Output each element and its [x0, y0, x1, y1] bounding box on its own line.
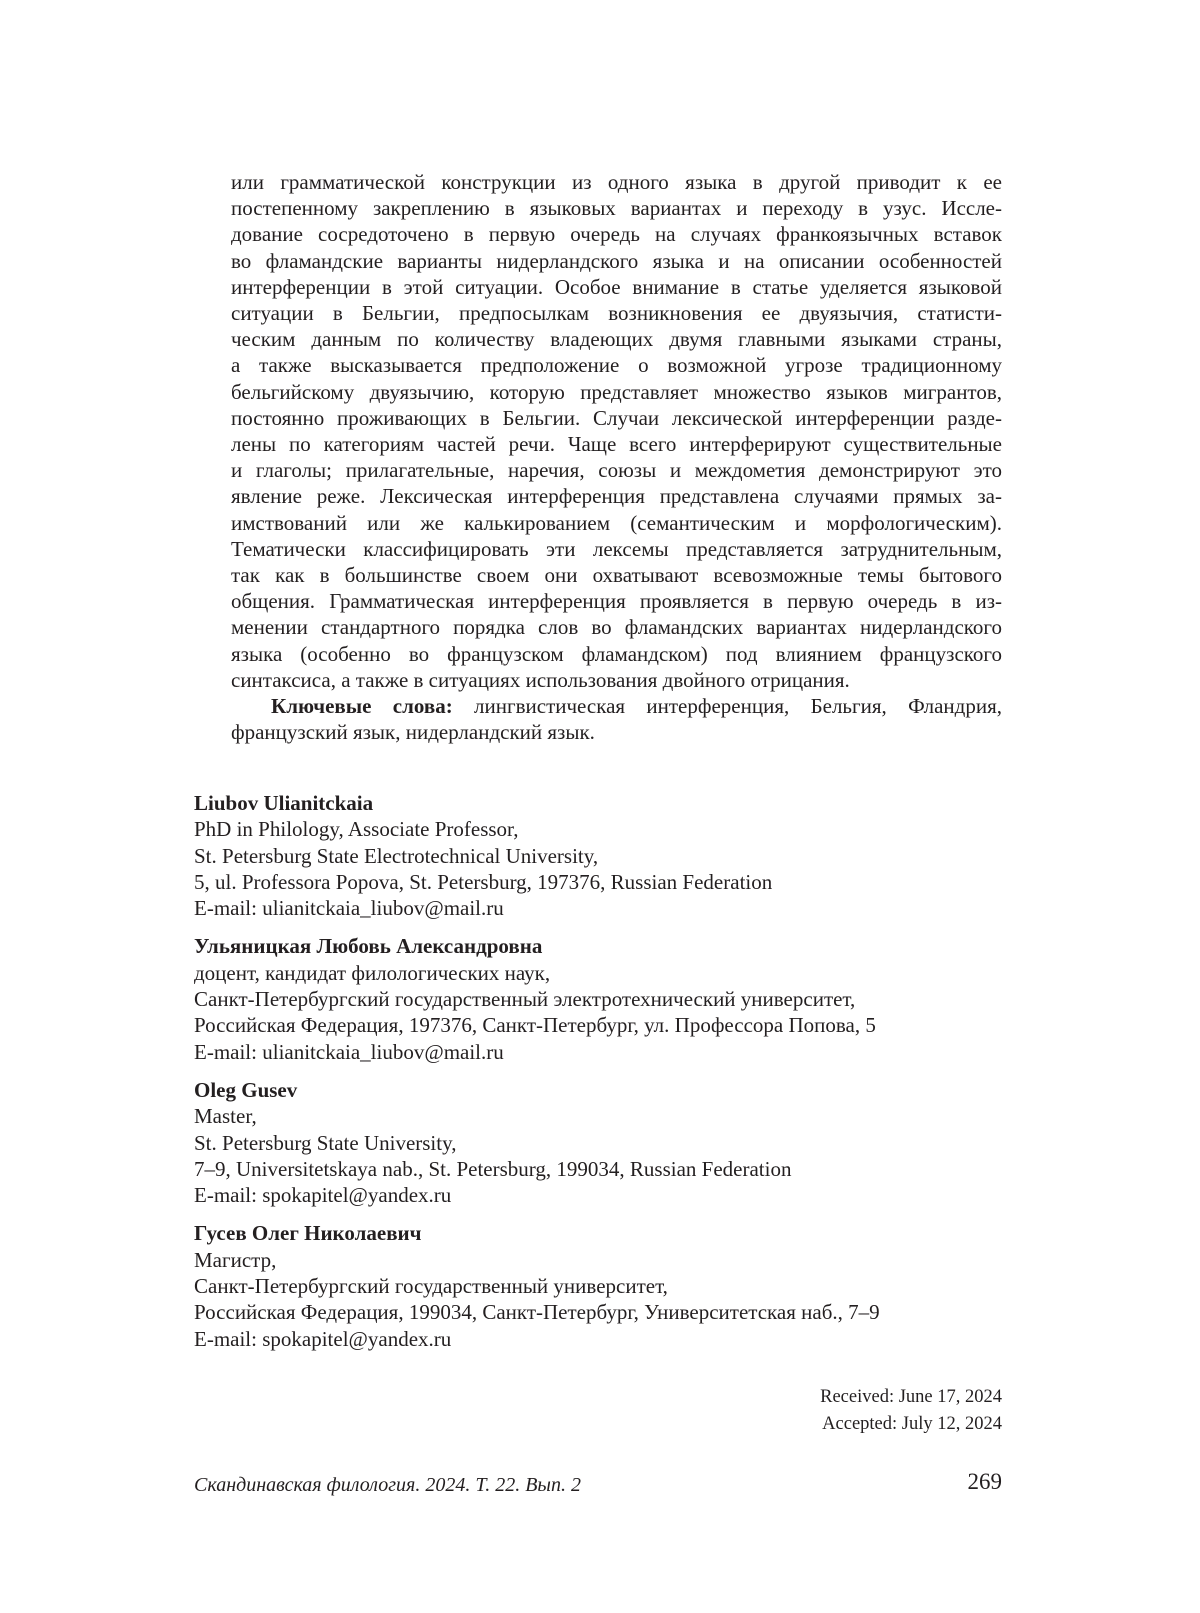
- keywords-text: лингвистическая интерференция, Бельгия, Фландрия, французский язык, нидерландский язык.: [231, 694, 1002, 745]
- abstract-line: явление реже. Лексическая интерференция представлена случаями прямых за-: [231, 484, 1002, 509]
- abstract-line: постоянно проживающих в Бельгии. Случаи лексической интерференции разде-: [231, 405, 1002, 430]
- abstract-line: во фламандские варианты нидерландского языка и на описании особенностей: [231, 248, 1002, 273]
- abstract-line: а также высказывается предположение о возможной угрозе традиционному: [231, 353, 1002, 378]
- page-number: 269: [967, 1469, 1002, 1494]
- author-degree: доцент, кандидат филологических наук,: [194, 960, 551, 985]
- author-block: [194, 790, 1004, 921]
- abstract-line: постепенному закреплению в языковых вариантах и переходу в узус. Иссле-: [231, 196, 1002, 221]
- abstract-line: Тематически классифицировать эти лексемы представляется затруднительным,: [231, 536, 1002, 561]
- author-name: Гусев Олег Николаевич: [194, 1221, 422, 1246]
- journal-footer: Скандинавская филология. 2024. Т. 22. Вып. 2: [194, 1474, 581, 1496]
- abstract: [231, 169, 1002, 745]
- author-name: Liubov Ulianitckaia: [194, 791, 374, 815]
- abstract-line: или грамматической конструкции из одного языка в другой приводит к ее: [231, 170, 1002, 194]
- author-address: Российская Федерация, 197376, Санкт-Петербург, ул. Профессора Попова, 5: [194, 1013, 876, 1038]
- abstract-line: имствований или же калькированием (семантическим и морфологическим).: [231, 510, 1002, 535]
- author-name: Oleg Gusev: [194, 1077, 298, 1102]
- abstract-line: синтаксиса, а также в ситуациях использования двойного отрицания.: [231, 667, 850, 692]
- author-email: E-mail: spokapitel@yandex.ru: [194, 1326, 452, 1351]
- author-affiliation: St. Petersburg State University,: [194, 1130, 457, 1155]
- author-degree: Магистр,: [194, 1247, 277, 1272]
- accepted-date: Accepted: July 12, 2024: [822, 1413, 1002, 1434]
- author-degree: Master,: [194, 1104, 257, 1129]
- abstract-line: бельгийскому двуязычию, которую представляет множество языков мигрантов,: [231, 379, 1002, 404]
- received-date: Received: June 17, 2024: [820, 1387, 1002, 1407]
- abstract-line: ческим данным по количеству владеющих двумя главными языками страны,: [231, 327, 1002, 352]
- author-info: [194, 790, 1004, 1364]
- author-email: E-mail: spokapitel@yandex.ru: [194, 1183, 452, 1208]
- abstract-line: и глаголы; прилагательные, наречия, союзы и междометия демонстрируют это: [231, 458, 1002, 483]
- keywords: [231, 693, 1002, 745]
- author-affiliation: Санкт-Петербургский государственный университет,: [194, 1274, 668, 1299]
- author-affiliation: St. Petersburg State Electrotechnical University,: [194, 843, 599, 868]
- abstract-line: общения. Грамматическая интерференция проявляется в первую очередь в из-: [231, 589, 1002, 614]
- author-address: Российская Федерация, 199034, Санкт-Петербург, Университетская наб., 7–9: [194, 1300, 880, 1325]
- submission-dates: [820, 1384, 1002, 1437]
- abstract-line: лены по категориям частей речи. Чаще всего интерферируют существительные: [231, 432, 1002, 457]
- abstract-line: ситуации в Бельгии, предпосылкам возникновения ее двуязычия, статисти-: [231, 301, 1002, 326]
- author-name: Ульяницкая Любовь Александровна: [194, 934, 543, 959]
- author-address: 5, ul. Professora Popova, St. Petersburg, 197376, Russian Federation: [194, 869, 773, 894]
- abstract-line: языка (особенно во французском фламандском) под влиянием французского: [231, 641, 1002, 666]
- author-block: [194, 933, 1004, 1064]
- author-affiliation: Санкт-Петербургский государственный электротехнический университет,: [194, 987, 856, 1012]
- abstract-line: менении стандартного порядка слов во фламандских вариантах нидерландского: [231, 615, 1002, 640]
- abstract-line: дование сосредоточено в первую очередь на случаях франкоязычных вставок: [231, 222, 1002, 247]
- keywords-label: Ключевые слова:: [271, 694, 453, 719]
- author-email: E-mail: ulianitckaia_liubov@mail.ru: [194, 896, 504, 921]
- author-address: 7–9, Universitetskaya nab., St. Petersburg, 199034, Russian Federation: [194, 1156, 792, 1181]
- abstract-line: так как в большинстве своем они охватывают всевозможные темы бытового: [231, 563, 1002, 588]
- author-email: E-mail: ulianitckaia_liubov@mail.ru: [194, 1039, 504, 1064]
- abstract-line: интерференции в этой ситуации. Особое внимание в статье уделяется языковой: [231, 274, 1002, 299]
- abstract-body: [231, 169, 1002, 693]
- author-degree: PhD in Philology, Associate Professor,: [194, 817, 519, 842]
- author-block: [194, 1077, 1004, 1208]
- author-block: [194, 1220, 1004, 1351]
